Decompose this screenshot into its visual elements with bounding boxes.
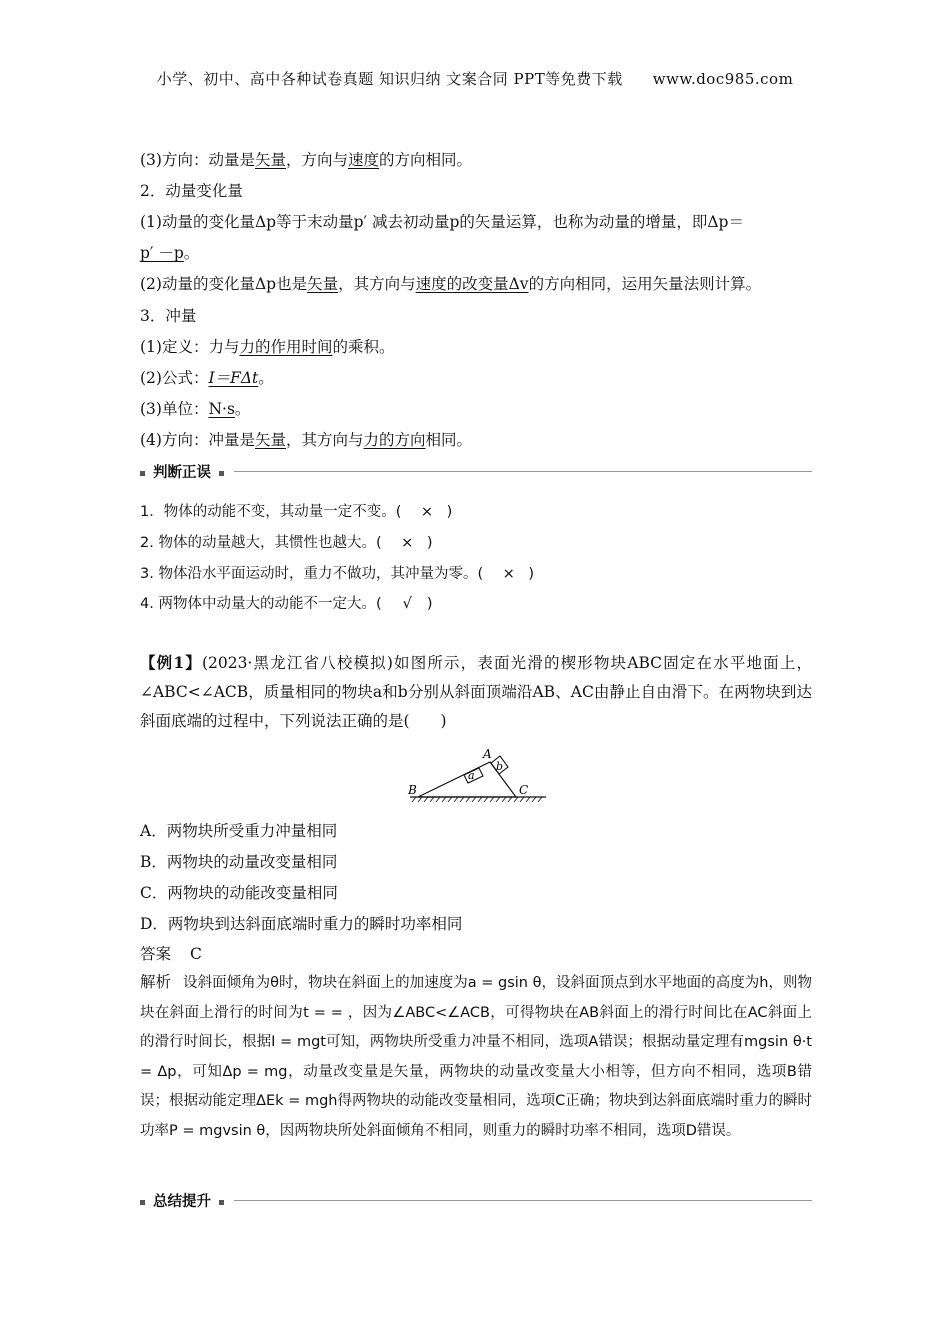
heading-momentum-change: 2．动量变化量 [140, 182, 243, 200]
page-header [0, 68, 950, 89]
label-b: B [408, 783, 417, 797]
label-block-b: b [496, 760, 504, 773]
solution-paragraph [140, 968, 812, 1146]
header-text: 小学、初中、高中各种试卷真题 知识归纳 文案合同 PPT等免费下载 [156, 70, 623, 88]
judgment-item: 2. 物体的动量越大，其惯性也越大。( × ) [140, 535, 433, 551]
option-d: D．两物块到达斜面底端时重力的瞬时功率相同 [140, 915, 463, 933]
judgment-item: 4. 两物体中动量大的动能不一定大。( √ ) [140, 596, 433, 612]
option-b: B．两物块的动量改变量相同 [140, 853, 338, 871]
bullet-square [140, 471, 145, 476]
heading-impulse: 3．冲量 [140, 307, 197, 325]
section-rule [234, 1200, 812, 1201]
label-a: A [483, 747, 492, 761]
option-c: C．两物块的动能改变量相同 [140, 884, 338, 902]
line-momentum-change-formula: p′ －p。 [140, 244, 200, 262]
solution-label: 解析 [140, 973, 172, 991]
example-question [140, 648, 812, 736]
judgment-item: 1．物体的动能不变，其动量一定不变。( × ) [140, 504, 453, 520]
label-block-a: a [468, 769, 475, 782]
line-direction-momentum: (3)方向：动量是矢量，方向与速度的方向相同。 [140, 151, 473, 169]
line-impulse-direction: (4)方向：冲量是矢量，其方向与力的方向相同。 [140, 431, 473, 449]
solution-text: 设斜面倾角为θ时，物块在斜面上的加速度为a = gsin θ，设斜面顶点到水平地面的高度为h，则物块在斜面上滑行的时间为t = = ，因为∠ABC<∠ACB，可得物块在AB斜面上的滑行时间比在AC斜面上的滑行时间长，根据I = mgt可知，两物块所受重力冲量不相同，选项A错误；根据动量定理有mgsin θ·t = Δp，可知Δp = mg，动量改变量是矢量，两物块的动量改变量大小相等，但方向不相同，选项B错误；根据动能定理ΔEk = mgh得两物块的动能改变量相同，选项C正确；物块到达斜面底端时重力的瞬时功率P = mgvsin θ，因两物块所处斜面倾角不相同，则重力的瞬时功率不相同，选项D错误。 [140, 975, 812, 1139]
label-c: C [519, 783, 529, 797]
example-tag: 【例1】 [140, 653, 202, 672]
example-text: (2023·黑龙江省八校模拟)如图所示，表面光滑的楔形物块ABC固定在水平地面上，∠ABC<∠ACB，质量相同的物块a和b分别从斜面顶端沿AB、AC由静止自由滑下。在两物块到达斜面底端的过程中，下列说法正确的是( ) [140, 654, 812, 730]
line-momentum-change-vector: (2)动量的变化量Δp也是矢量，其方向与速度的改变量Δv的方向相同，运用矢量法则计算。 [140, 275, 762, 293]
answer-label: 答案 [140, 945, 172, 963]
line-impulse-formula: (2)公式：I＝FΔt。 [140, 369, 274, 387]
line-impulse-unit: (3)单位：N·s。 [140, 400, 251, 418]
answer-value: C [189, 945, 202, 963]
section-judge-heading: 判断正误 [140, 461, 812, 481]
bullet-square [140, 1200, 145, 1205]
header-url[interactable]: www.doc985.com [652, 70, 794, 88]
ground-hatching [412, 797, 542, 802]
section-summary-heading: 总结提升 [140, 1190, 812, 1210]
line-momentum-change-def: (1)动量的变化量Δp等于末动量p′ 减去初动量p的矢量运算，也称为动量的增量，即Δp＝ [140, 213, 744, 231]
option-a: A．两物块所受重力冲量相同 [140, 822, 338, 840]
bullet-square [219, 1200, 224, 1205]
bullet-square [219, 471, 224, 476]
wedge-figure [404, 734, 554, 808]
answer-line [140, 942, 202, 964]
judgment-item: 3. 物体沿水平面运动时，重力不做功，其冲量为零。( × ) [140, 566, 534, 582]
line-impulse-definition: (1)定义：力与力的作用时间的乘积。 [140, 338, 395, 356]
section-rule [234, 471, 812, 472]
